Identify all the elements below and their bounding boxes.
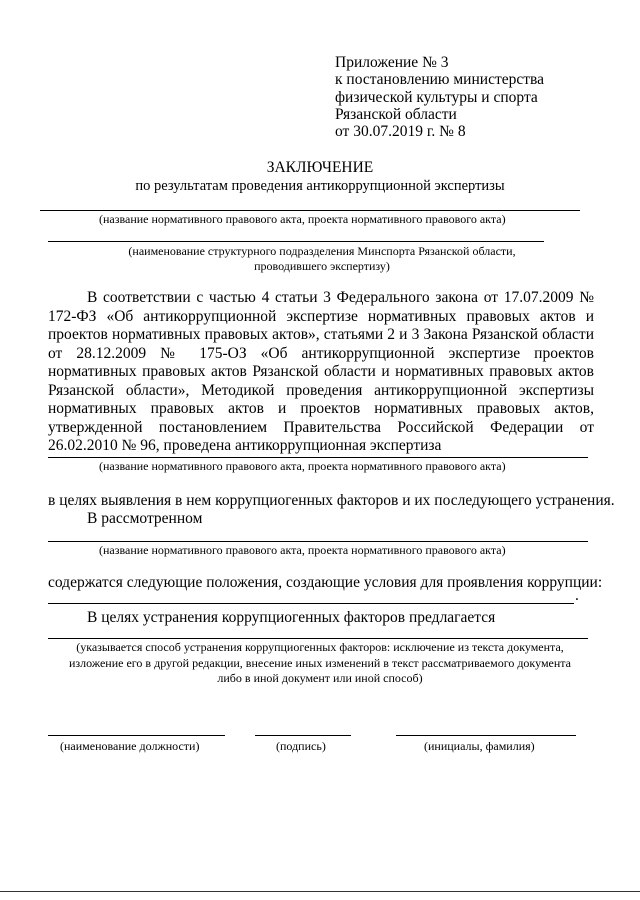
- document-title: ЗАКЛЮЧЕНИЕ: [266, 159, 374, 176]
- caption-division-line: проводившего экспертизу): [254, 259, 390, 273]
- blank-line-provisions: [48, 603, 574, 604]
- appendix-line: Приложение № 3: [335, 54, 449, 71]
- main-paragraph: В соответствии с частью 4 статьи 3 Федерального закона от 17.07.2009 № 172-ФЗ «Об антикоррупционной экспертизе нормативных правовых актов и проектов нормативных правовых актов», статьями 2 и 3 Закона Рязанской области от 28.12.2009 № 175-ОЗ «Об антикоррупционной экспертизе проектов нормативных правовых актов Рязанской области и нормативных правовых актов Рязанской области», Методикой проведения антикоррупционной экспертизы нормативных правовых актов и проектов нормативных правовых актов, утвержденной постановлением Правительства Российской Федерации от 26.02.2010 № 96, проведена антикоррупционная экспертиза: [48, 289, 594, 454]
- blank-line-elimination: [48, 638, 588, 639]
- purpose-text: в целях выявления в нем коррупциогенных факторов и их последующего устранения.: [48, 492, 615, 509]
- caption-elimination-line: изложение его в другой редакции, внесение иных изменений в текст рассматриваемого документа: [69, 655, 571, 670]
- appendix-block: [335, 54, 544, 140]
- caption-elimination-line: (указывается способ устранения коррупциогенных факторов: исключение из текста документа,: [76, 640, 564, 654]
- caption-elimination-line: либо в иной документ или иной способ): [217, 671, 423, 685]
- caption-initials: (инициалы, фамилия): [424, 739, 535, 753]
- page-edge-line: [0, 891, 640, 892]
- appendix-line: Рязанской области: [335, 105, 457, 123]
- caption-elimination: [40, 640, 600, 687]
- blank-line-act-name: [48, 457, 588, 458]
- appendix-line: от 30.07.2019 г. № 8: [335, 123, 466, 141]
- caption-signature: (подпись): [276, 739, 326, 753]
- caption-act-name: (название нормативного правового акта, проекта нормативного правового акта): [99, 543, 506, 557]
- blank-line-act-name: [40, 210, 580, 211]
- caption-act-name: (название нормативного правового акта, проекта нормативного правового акта): [99, 212, 506, 226]
- reviewed-text: В рассмотренном: [87, 510, 203, 527]
- caption-division: [96, 244, 548, 274]
- appendix-line: физической культуры и спорта: [335, 88, 538, 106]
- caption-act-name: (название нормативного правового акта, проекта нормативного правового акта): [99, 459, 506, 473]
- caption-division-line: (наименование структурного подразделения Минспорта Рязанской области,: [128, 244, 516, 258]
- proposal-text: В целях устранения коррупциогенных факторов предлагается: [87, 609, 496, 626]
- blank-line-position: [48, 735, 225, 736]
- blank-line-division: [48, 241, 544, 242]
- document-subtitle: по результатам проведения антикоррупционной экспертизы: [135, 178, 505, 194]
- appendix-line: к постановлению министерства: [335, 71, 545, 89]
- provisions-period: .: [575, 587, 579, 604]
- blank-line-initials: [396, 735, 576, 736]
- blank-line-signature: [255, 735, 351, 736]
- contains-text: содержатся следующие положения, создающие условия для проявления коррупции:: [48, 574, 603, 591]
- blank-line-act-name: [48, 541, 588, 542]
- caption-position: (наименование должности): [60, 739, 200, 753]
